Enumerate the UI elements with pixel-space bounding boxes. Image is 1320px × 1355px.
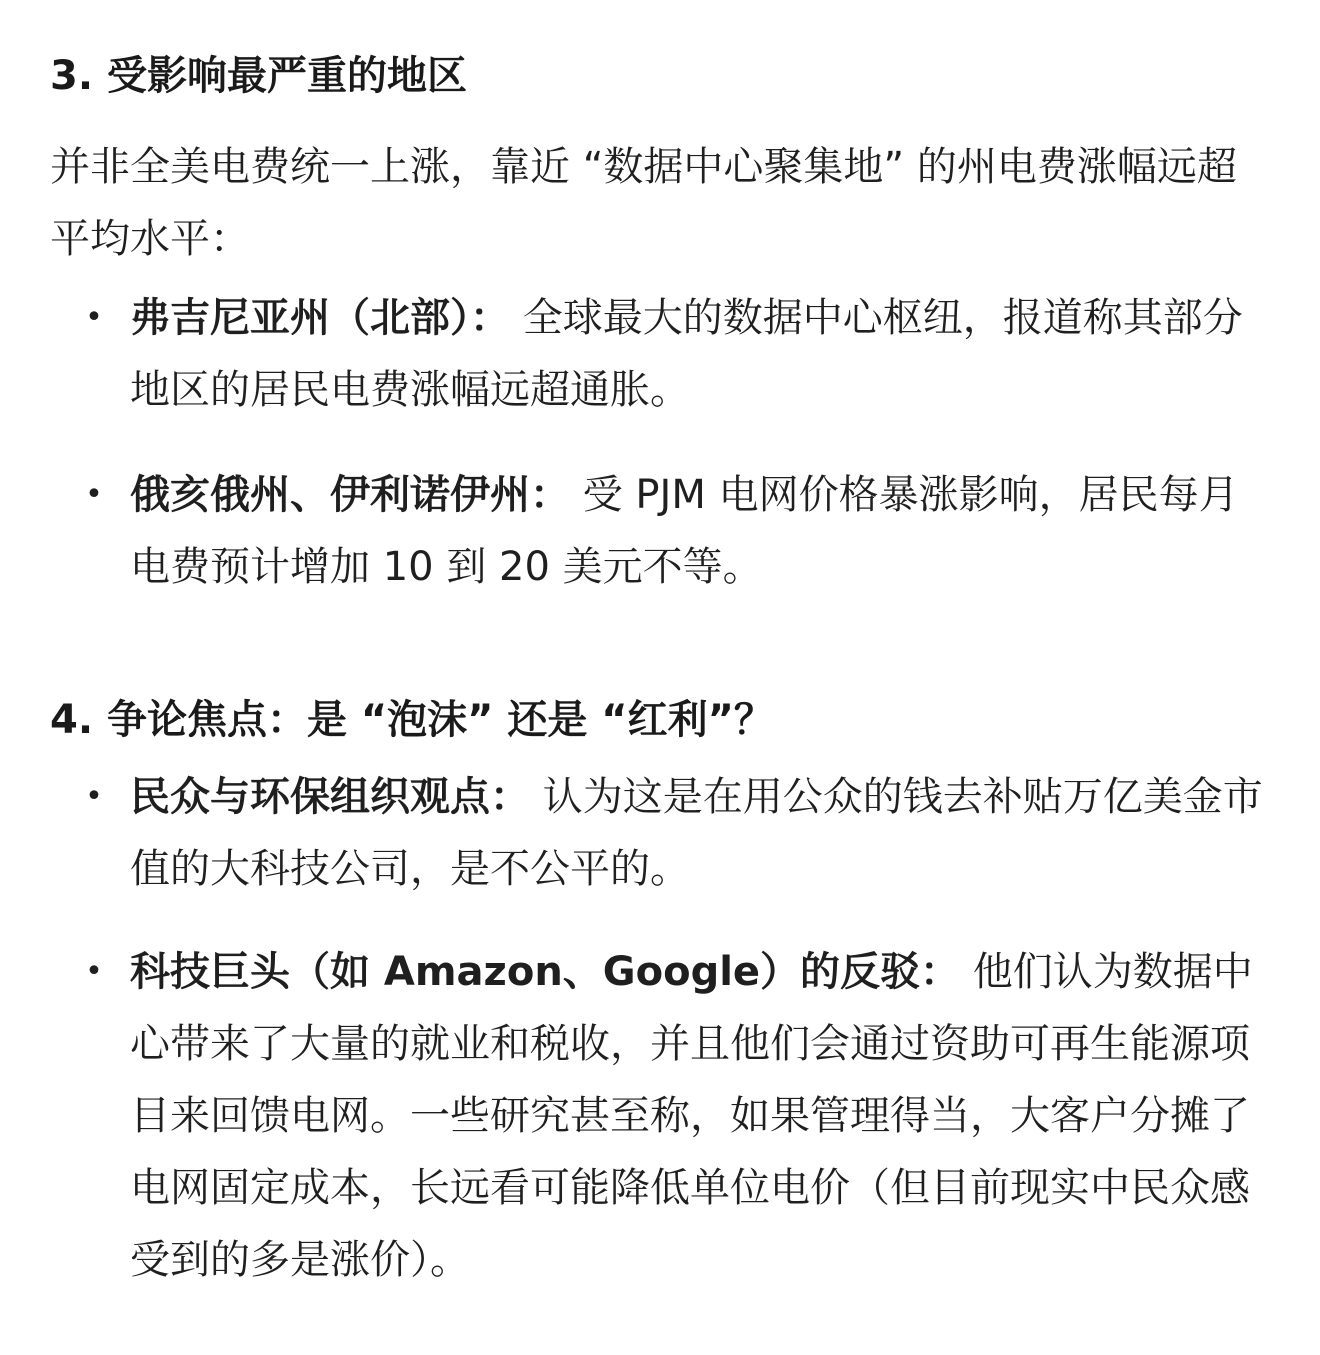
bullet-text: 全球最大的数据中心枢纽，报道称其部分地区的居民电费涨幅远超通胀。 — [130, 295, 1243, 413]
list-item — [85, 282, 1270, 426]
bullet-label: 俄亥俄州、伊利诺伊州： — [130, 472, 570, 518]
bullet-text: 受 PJM 电网价格暴涨影响，居民每月电费预计增加 10 到 20 美元不等。 — [130, 472, 1239, 590]
bullet-icon: • — [85, 779, 103, 814]
list-item — [85, 761, 1270, 905]
section-3-heading: 3. 受影响最严重的地区 — [50, 53, 467, 99]
bullet-text: 他们认为数据中心带来了大量的就业和税收，并且他们会通过资助可再生能源项目来回馈电网。一些研究甚至称，如果管理得当，大客户分摊了电网固定成本，长远看可能降低单位电价（但目前现实中民众感受到的多是涨价）。 — [130, 949, 1253, 1283]
bullet-label: 科技巨头（如 Amazon、Google）的反驳： — [130, 949, 961, 995]
bullet-text: 认为这是在用公众的钱去补贴万亿美金市值的大科技公司，是不公平的。 — [130, 774, 1263, 892]
list-item — [85, 936, 1270, 1296]
bullet-icon: • — [85, 300, 103, 335]
bullet-label: 民众与环保组织观点： — [130, 774, 530, 820]
list-item — [85, 459, 1270, 603]
bullet-label: 弗吉尼亚州（北部）： — [130, 295, 510, 341]
bullet-icon: • — [85, 954, 103, 989]
section-4-heading: 4. 争论焦点：是 “泡沫” 还是 “红利”？ — [50, 697, 774, 743]
section-3-intro: 并非全美电费统一上涨，靠近 “数据中心聚集地” 的州电费涨幅远超平均水平： — [50, 144, 1237, 262]
bullet-icon: • — [85, 477, 103, 512]
